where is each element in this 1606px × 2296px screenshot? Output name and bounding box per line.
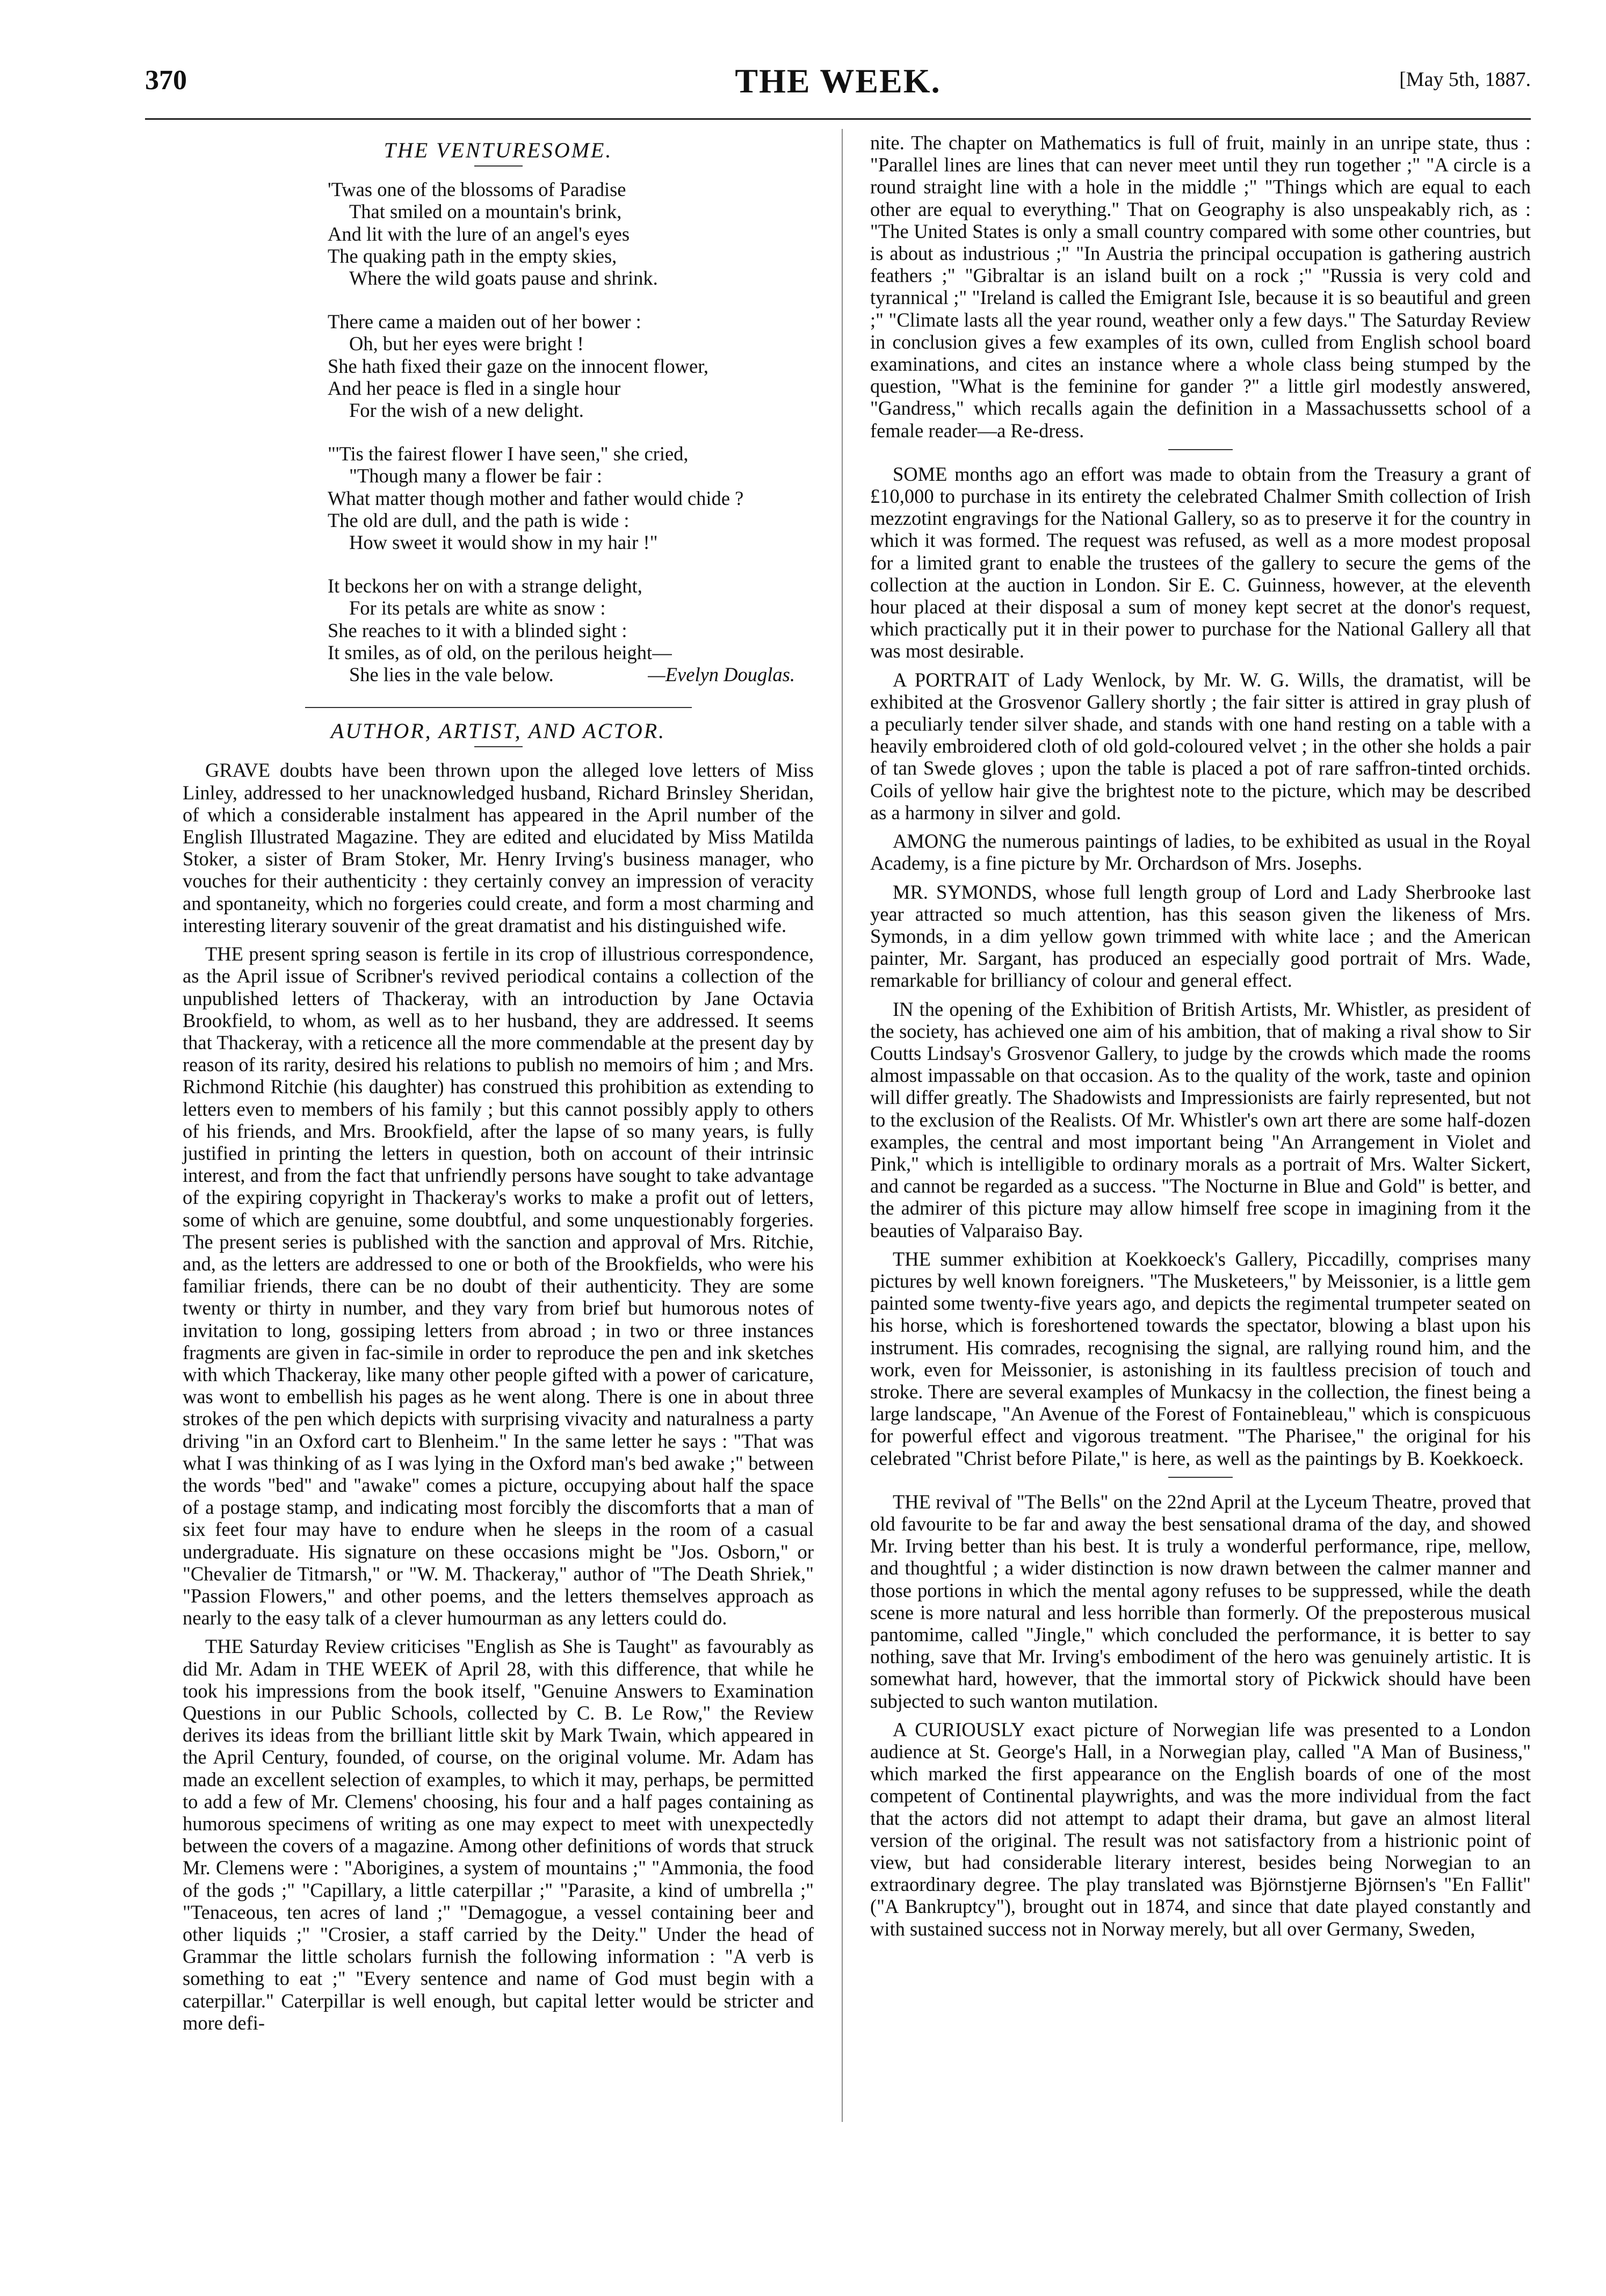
article-paragraph: THE Saturday Review criticises "English as She is Taught" as favourably as did Mr. Adam in THE WEEK of April 28, with this difference, that while he took his impressions from the book itself, "Genuine Answers to Examination Questions in our Public Schools, collected by C. B. Le Row," the Review derives its ideas from the brilliant little skit by Mark Twain, which appeared in the April Century, founded, of course, on the original volume. Mr. Adam has made an excellent selection of examples, to which it may, perhaps, be permitted to add a few of Mr. Clemens' choosing, his four and a half pages containing as humorous specimens of writing as one may expect to meet with unexpectedly between the covers of a magazine. Among other definitions of words that struck Mr. Clemens were : "Aborigines, a system of mountains ;" "Ammonia, the food of the gods ;" "Capillary, a little caterpillar ;" "Parasite, a kind of umbrella ;" "Tenaceous, ten acres of land ;" "Demagogue, a vessel containing beer and other liquids ;" "Crosier, a staff carried by the Deity." Under the head of Grammar the little scholars furnish the following information : "A verb is something to eat ;" "Every sentence and name of God must begin with a caterpillar." Caterpillar is well enough, but capital letter would be stricter and more defi- [183, 1635, 814, 2034]
poem-stanza [328, 311, 800, 421]
right-column [870, 132, 1531, 2119]
poem-line: Where the wild goats pause and shrink. [349, 267, 658, 290]
poem-line-text: She lies in the vale below. [349, 663, 554, 686]
journal-title: THE WEEK. [735, 62, 941, 100]
article-paragraph: AMONG the numerous paintings of ladies, to be exhibited as usual in the Royal Academy, is a fine picture by Mr. Orchardson of Mrs. Josephs. [870, 830, 1531, 875]
article-title: AUTHOR, ARTIST, AND ACTOR. [330, 719, 666, 743]
page-number: 370 [145, 65, 187, 96]
header-rule [145, 118, 1531, 120]
poem-line: "'Tis the fairest flower I have seen," she cried, [328, 443, 689, 465]
poem-line: That smiled on a mountain's brink, [349, 200, 622, 223]
poem-stanza [328, 575, 800, 685]
article-paragraph: MR. SYMONDS, whose full length group of Lord and Lady Sherbrooke last year attracted so much attention, has this season given the likeness of Mrs. Symonds, in a dim yellow gown trimmed with white lace ; and the American painter, Mr. Sargant, has produced an especially good portrait of Mrs. Wade, remarkable for brilliancy of colour and general effect. [870, 880, 1531, 992]
article-paragraph: THE revival of "The Bells" on the 22nd April at the Lyceum Theatre, proved that old favourite to be far and away the best sensational drama of the day, and showed Mr. Irving better than his best. It is truly a wonderful performance, ripe, mellow, and thoughtful ; a wider distinction is now drawn between the calmer manner and those portions in which the mental agony refuses to be suppressed, while the death scene is more natural and less horrible than formerly. Of the preposterous musical pantomime, called "Jingle," which concluded the performance, it is better to say nothing, save that Mr. Irving's embodiment of the hero was genuinely artistic. It is somewhat hard, however, that the immortal story of Pickwick should have been subjected to such wanton mutilation. [870, 1490, 1531, 1712]
poem-line: The old are dull, and the path is wide : [328, 509, 630, 531]
poem-author: —Evelyn Douglas. [648, 663, 795, 686]
article-paragraph: THE present spring season is fertile in its crop of illustrious correspondence, as the April issue of Scribner's revived periodical contains a collection of the unpublished letters of Thackeray, with an introduction by Jane Octavia Brookfield, to whom, as well as to her husband, they are addressed. It seems that Thackeray, with a reticence all the more commendable at the present day by reason of its rarity, desired his relations to publish no memoirs of him ; and Mrs. Richmond Ritchie (his daughter) has construed this prohibition as extending to letters even to members of his family ; but this cannot possibly apply to others of his friends, and Mrs. Brookfield, after the lapse of so many years, is fully justified in printing the letters in question, both on account of their intrinsic interest, and from the fact that unfriendly persons have sought to take advantage of the expiring copyright in Thackeray's works to make a profit out of letters, some of which are genuine, some doubtful, and some unquestionably forgeries. The present series is published with the sanction and approval of Mrs. Ritchie, and, as the letters are addressed to one or both of the Brookfields, who were his familiar friends, there can be no doubt of their authenticity. They are some twenty or thirty in number, and they vary from brief but humorous notes of invitation to long, gossiping letters from abroad ; in two or three instances fragments are given in fac-simile in order to reproduce the pen and ink sketches with which Thackeray, like many other people gifted with a power of caricature, was wont to embellish his pages as he went along. There is one in about three strokes of the pen which depicts with surprising vivacity and naturalness a party driving "in an Oxford cart to Blenheim." In the same letter he says : "That was what I was thinking of as I was lying in the Oxford man's bed awake ;" between the words "bed" and "awake" comes a picture, occupying about half the space of a postage stamp, and indicating most forcibly the discomforts that a man of six feet four may have to endure when he sleeps in the room of a casual undergraduate. His signature on these occasions might be "Jos. Osborn," or "Chevalier de Titmarsh," or "W. M. Thackeray," author of "The Death Shriek," "Passion Flowers," and other poems, and the letters themselves approach as nearly to the easy talk of a clever humourman as any letters could do. [183, 943, 814, 1629]
separator-rule [1168, 449, 1233, 450]
poem-line: And her peace is fled in a single hour [328, 377, 621, 399]
section-rule [305, 707, 692, 708]
poem-line [328, 663, 800, 685]
poem-line: She hath fixed their gaze on the innocent flower, [328, 355, 709, 377]
separator-rule [1168, 1477, 1233, 1478]
poem-line: There came a maiden out of her bower : [328, 311, 641, 333]
poem-line: How sweet it would show in my hair !" [349, 531, 658, 554]
poem [328, 178, 800, 685]
article-paragraph: SOME months ago an effort was made to obtain from the Treasury a grant of £10,000 to purchase in its entirety the celebrated Chalmer Smith collection of Irish mezzotint engravings for the National Gallery, so as to preserve it for the country in which it was formed. The request was refused, as well as a more modest proposal for a limited grant to enable the trustees of the gallery to secure the gems of the collection at the auction in London. Sir E. C. Guinness, however, at the eleventh hour placed at their disposal a sum of money kept secret at the donor's request, which practically put it in their power to purchase for the National Gallery all that was most desirable. [870, 463, 1531, 662]
poem-line: For its petals are white as snow : [349, 597, 606, 619]
article-paragraph: GRAVE doubts have been thrown upon the alleged love letters of Miss Linley, addressed to her unacknowledged husband, Richard Brinsley Sheridan, of which a considerable instalment has appeared in the April number of the English Illustrated Magazine. They are edited and elucidated by Miss Matilda Stoker, a sister of Bram Stoker, Mr. Henry Irving's business manager, who vouches for their authenticity : they certainly convey an impression of veracity and spontaneity, which no forgeries could create, and form a most charming and interesting literary souvenir of the great dramatist and his distinguished wife. [183, 759, 814, 936]
article-paragraph: nite. The chapter on Mathematics is full of fruit, mainly in an unripe state, thus : "Parallel lines are lines that can never meet until they run together ;" "A circle is a round straight line with a hole in the middle ;" "Things which are equal to each other are equal to everything." That on Geography is also unspeakably rich, as : "The United States is only a small country compared with some other countries, but is about as industrious ;" "In Austria the principal occupation is gathering austrich feathers ;" "Gibraltar is an island built on a rock ;" "Russia is very cold and tyrannical ;" "Ireland is called the Emigrant Isle, because it is so beautiful and green ;" "Climate lasts all the year round, weather only a few days." The Saturday Review in conclusion gives a few examples of its own, culled from English school board examinations, and cites an instance where a whole class being stumped by the question, "What is the feminine for gander ?" a little girl modestly answered, "Gandress," which recalls again the definition in a Massachussetts school of a female reader—a Re-dress. [870, 132, 1531, 442]
article-paragraph: IN the opening of the Exhibition of British Artists, Mr. Whistler, as president of the society, has achieved one aim of his ambition, that of making a rival show to Sir Coutts Lindsay's Grosvenor Gallery, to judge by the crowds which made the rooms almost impassable on that occasion. As to the quality of the work, taste and opinion will differ greatly. The Shadowists and Impressionists are fairly represented, but not to the exclusion of the Realists. Of Mr. Whistler's own art there are some half-dozen examples, the central and most important being "An Arrangement in Violet and Pink," which is intelligible to ordinary morals as a portrait of Mrs. Walter Sickert, and cannot be regarded as a success. "The Nocturne in Blue and Gold" is better, and the admirer of this picture may allow himself free scope in imagining from it the beauties of Valparaiso Bay. [870, 998, 1531, 1241]
issue-date: [May 5th, 1887. [1399, 68, 1531, 91]
poem-line: It beckons her on with a strange delight, [328, 575, 642, 597]
article-paragraph: A PORTRAIT of Lady Wenlock, by Mr. W. G. Wills, the dramatist, will be exhibited at the Grosvenor Gallery shortly ; the fair sitter is attired in gray plush of a peculiarly tender silver shade, and stands with one hand resting on a table with a heavily embroidered cloth of old gold-coloured velvet ; in the other she holds a pair of tan Swede gloves ; upon the table is placed a pot of rare saffron-tinted orchids. Coils of yellow hair give the brightest note to the picture, which may be described as a harmony in silver and gold. [870, 668, 1531, 824]
poem-title: THE VENTURESOME. [384, 138, 613, 162]
poem-line: She reaches to it with a blinded sight : [328, 619, 627, 641]
title-rule [474, 746, 523, 747]
poem-line: Oh, but her eyes were bright ! [349, 333, 584, 355]
article-paragraph: A CURIOUSLY exact picture of Norwegian life was presented to a London audience at St. George's Hall, in a Norwegian play, called "A Man of Business," which marked the first appearance on the English boards of one of the most competent of Continental playwrights, and was the more individual from the fact that the actors did not attempt to adapt their drama, but gave an almost literal version of the original. The result was not satisfactory from a histrionic point of view, but had considerable literary interest, besides being Norwegian to an extraordinary degree. The play translated was Björnstjerne Björnsen's "En Fallit" ("A Bankruptcy"), brought out in 1874, and since that date played constantly and with sustained success not in Norway merely, but all over Germany, Sweden, [870, 1718, 1531, 1940]
page-header [145, 64, 1531, 113]
poem-stanza [328, 443, 800, 553]
left-column [183, 132, 814, 2119]
poem-line: 'Twas one of the blossoms of Paradise [328, 178, 626, 201]
poem-line: For the wish of a new delight. [349, 399, 584, 422]
column-divider [842, 129, 843, 2122]
poem-line: What matter though mother and father would chide ? [328, 487, 744, 509]
poem-line: And lit with the lure of an angel's eyes [328, 222, 630, 245]
poem-stanza [328, 178, 800, 289]
title-rule [474, 165, 523, 167]
poem-line: It smiles, as of old, on the perilous height— [328, 641, 672, 663]
poem-line: "Though many a flower be fair : [349, 465, 602, 487]
article-paragraph: THE summer exhibition at Koekkoeck's Gallery, Piccadilly, comprises many pictures by well known foreigners. "The Musketeers," by Meissonier, is a little gem painted some twenty-five years ago, and depicts the regimental trumpeter seated on his horse, which is foreshortened towards the spectator, blowing a blast upon his instrument. His comrades, recognising the signal, are rallying round him, and the work, even for Meissonier, is astonishing in its faultless precision of touch and stroke. There are several examples of Munkacsy in the collection, the finest being a large landscape, "An Avenue of the Forest of Fontainebleau," which is conspicuous for powerful effect and vigorous treatment. "The Pharisee," the original for his celebrated "Christ before Pilate," is here, as well as the paintings by B. Koekkoeck. [870, 1247, 1531, 1469]
poem-line: The quaking path in the empty skies, [328, 244, 617, 267]
